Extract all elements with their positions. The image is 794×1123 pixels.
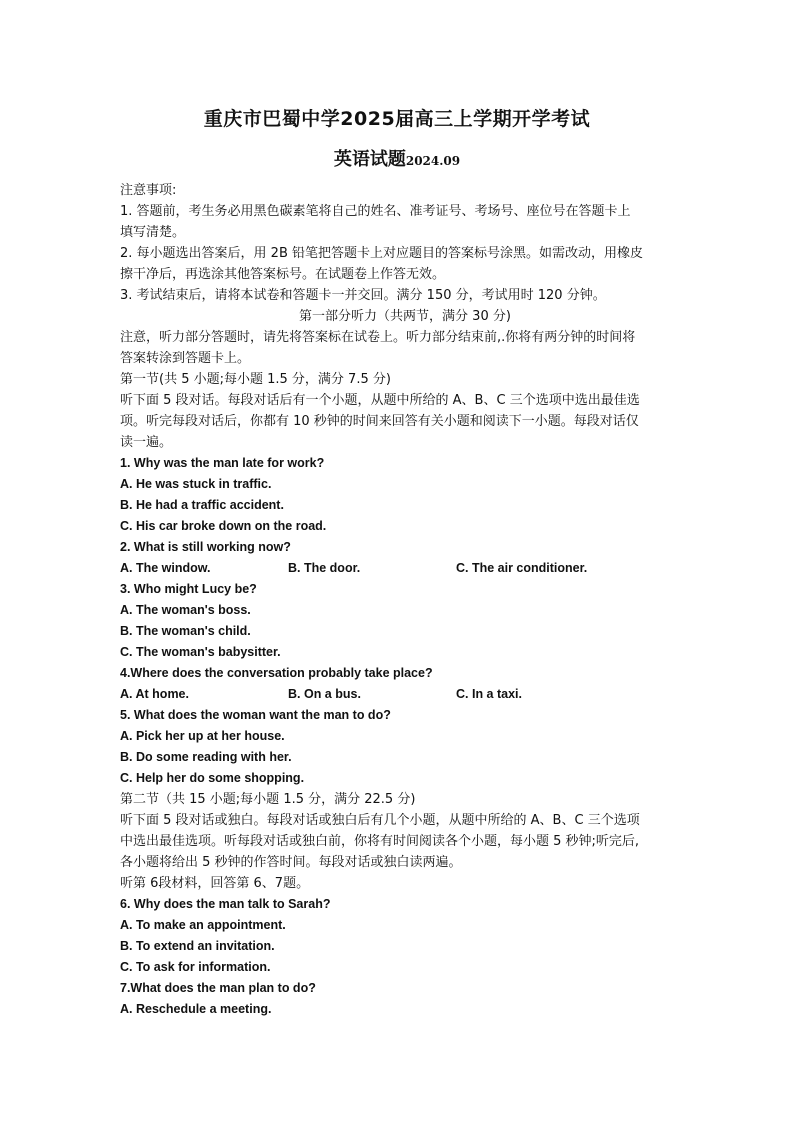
section1-instruction: 读一遍。 <box>120 435 173 450</box>
notice-line: 擦干净后，再选涂其他答案标号。在试题卷上作答无效。 <box>120 267 446 282</box>
section2-heading: 第二节（共 15 小题;每小题 1.5 分，满分 22.5 分) <box>120 792 416 807</box>
option-3a: A. The woman's boss. <box>120 603 251 617</box>
option-5b: B. Do some reading with her. <box>120 750 292 764</box>
exam-subtitle <box>0 148 794 173</box>
question-2: 2. What is still working now? <box>120 540 291 554</box>
option-1c: C. His car broke down on the road. <box>120 519 327 533</box>
subject-title: 英语试题 <box>333 149 406 170</box>
option-3b: B. The woman's child. <box>120 624 251 638</box>
option-2b: B. The door. <box>288 561 361 575</box>
option-6b: B. To extend an invitation. <box>120 939 275 953</box>
part1-heading: 第一部分听力（共两节，满分 30 分) <box>299 309 511 324</box>
option-7a: A. Reschedule a meeting. <box>120 1002 272 1016</box>
option-4a: A. At home. <box>120 687 189 701</box>
section2-instruction: 听下面 5 段对话或独白。每段对话或独白后有几个小题，从题中所给的 A、B、C 三个选项 <box>120 813 640 828</box>
option-5c: C. Help her do some shopping. <box>120 771 305 785</box>
material-note: 听第 6段材料，回答第 6、7题。 <box>120 876 310 891</box>
exam-body <box>120 180 690 1020</box>
section1-instruction: 项。听完每段对话后，你都有 10 秒钟的时间来回答有关小题和阅读下一小题。每段对话仅 <box>120 414 639 429</box>
question-5: 5. What does the woman want the man to do? <box>120 708 391 722</box>
notice-line: 1. 答题前，考生务必用黑色碳素笔将自己的姓名、准考证号、考场号、座位号在答题卡上 <box>120 204 631 219</box>
option-1a: A. He was stuck in traffic. <box>120 477 272 491</box>
option-4b: B. On a bus. <box>288 687 361 701</box>
part1-note: 注意，听力部分答题时，请先将答案标在试卷上。听力部分结束前,.你将有两分钟的时间将 <box>120 330 636 345</box>
section2-instruction: 各小题将给出 5 秒钟的作答时间。每段对话或独白读两遍。 <box>120 855 462 870</box>
notice-line: 2. 每小题选出答案后，用 2B 铅笔把答题卡上对应题目的答案标号涂黑。如需改动，用橡皮 <box>120 246 643 261</box>
option-3c: C. The woman's babysitter. <box>120 645 281 659</box>
question-3: 3. Who might Lucy be? <box>120 582 257 596</box>
option-1b: B. He had a traffic accident. <box>120 498 284 512</box>
option-2a: A. The window. <box>120 561 211 575</box>
section2-instruction: 中选出最佳选项。听每段对话或独白前，你将有时间阅读各个小题，每小题 5 秒钟;听完后, <box>120 834 640 849</box>
option-6c: C. To ask for information. <box>120 960 271 974</box>
notice-line: 填写清楚。 <box>120 225 186 240</box>
section1-heading: 第一节(共 5 小题;每小题 1.5 分，满分 7.5 分) <box>120 372 391 387</box>
exam-date: 2024.09 <box>405 154 461 168</box>
options-4 <box>120 684 690 705</box>
option-6a: A. To make an appointment. <box>120 918 286 932</box>
question-7: 7.What does the man plan to do? <box>120 981 316 995</box>
notice-line: 3. 考试结束后，请将本试卷和答题卡一并交回。满分 150 分，考试用时 120 分钟。 <box>120 288 606 303</box>
option-2c: C. The air conditioner. <box>456 561 588 575</box>
options-2 <box>120 558 690 579</box>
question-4: 4.Where does the conversation probably take place? <box>120 666 433 680</box>
option-5a: A. Pick her up at her house. <box>120 729 285 743</box>
part1-note: 答案转涂到答题卡上。 <box>120 351 251 366</box>
exam-title: 重庆市巴蜀中学2025届高三上学期开学考试 <box>203 108 591 130</box>
question-1: 1. Why was the man late for work? <box>120 456 325 470</box>
section1-instruction: 听下面 5 段对话。每段对话后有一个小题，从题中所给的 A、B、C 三个选项中选出最佳选 <box>120 393 640 408</box>
notice-heading: 注意事项: <box>120 183 177 198</box>
question-6: 6. Why does the man talk to Sarah? <box>120 897 331 911</box>
option-4c: C. In a taxi. <box>456 687 522 701</box>
